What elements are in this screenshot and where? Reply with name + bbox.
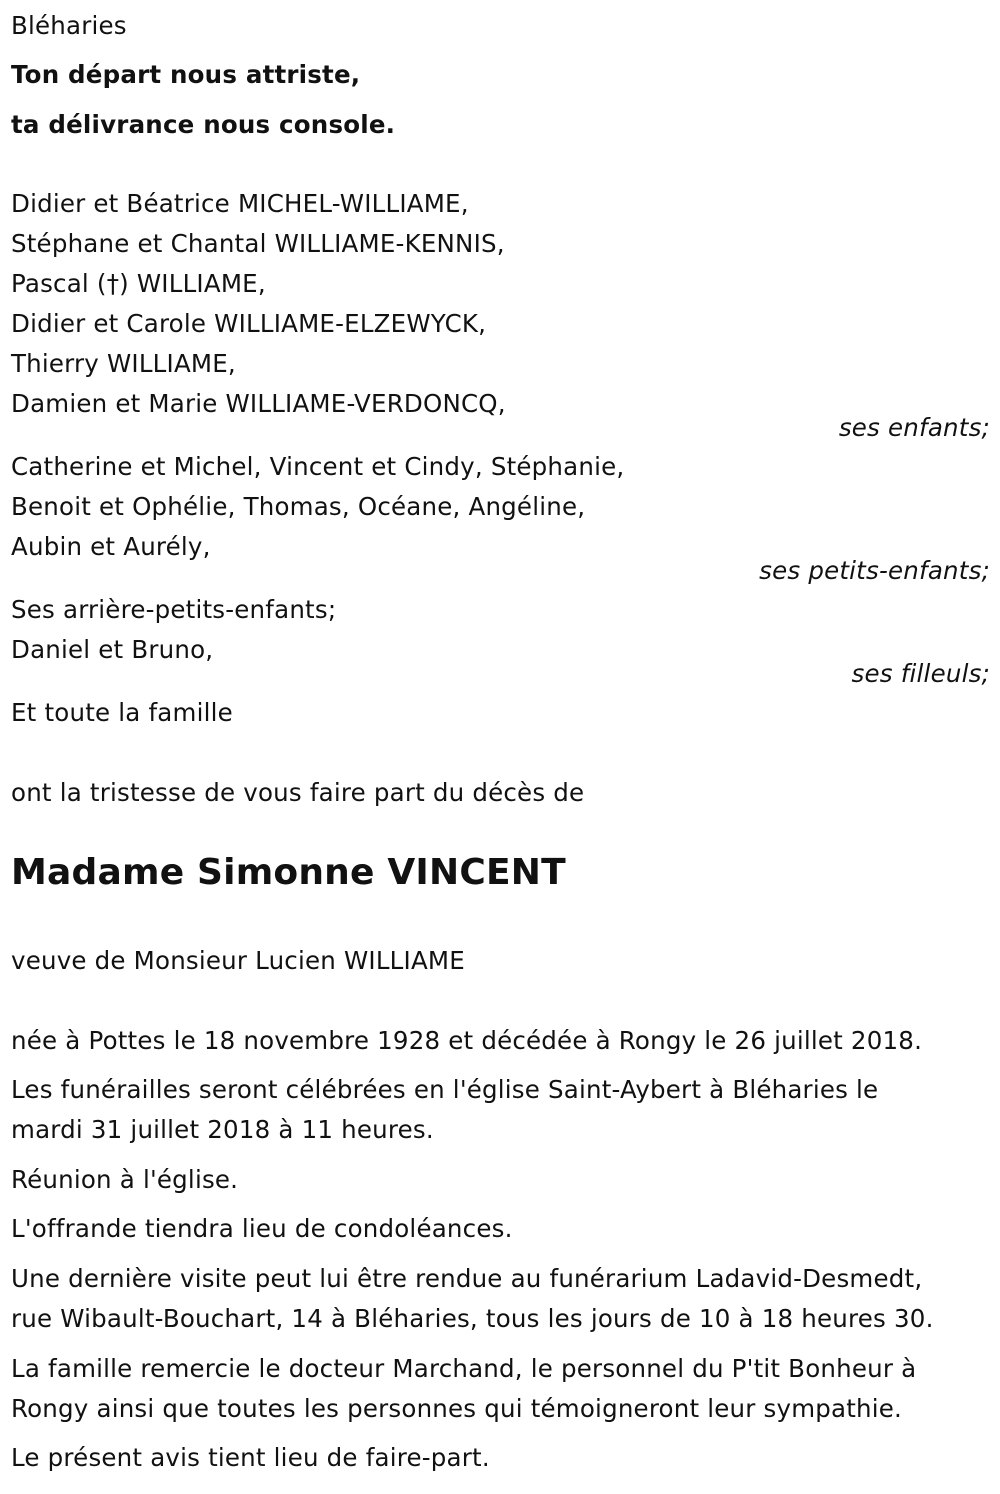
notice: Le présent avis tient lieu de faire-part. (11, 1443, 490, 1472)
godchild-entry: Daniel et Bruno, (11, 635, 214, 664)
verse-line-2: ta délivrance nous console. (11, 110, 396, 139)
location: Bléharies (11, 11, 127, 40)
thanks-line-1: La famille remercie le docteur Marchand, le personnel du P'tit Bonheur à (11, 1354, 917, 1383)
child-entry: Damien et Marie WILLIAME-VERDONCQ, (11, 389, 506, 418)
children-role: ses enfants; (838, 413, 990, 442)
visit-line-2: rue Wibault-Bouchart, 14 à Bléharies, tous les jours de 10 à 18 heures 30. (11, 1304, 934, 1333)
great-grandchildren: Ses arrière-petits-enfants; (11, 595, 337, 624)
funeral-line-1: Les funérailles seront célébrées en l'église Saint-Aybert à Bléharies le (11, 1075, 879, 1104)
verse-line-1: Ton départ nous attriste, (11, 60, 361, 89)
visit-line-1: Une dernière visite peut lui être rendue au funérarium Ladavid-Desmedt, (11, 1264, 923, 1293)
child-entry: Stéphane et Chantal WILLIAME-KENNIS, (11, 229, 505, 258)
offering: L'offrande tiendra lieu de condoléances. (11, 1214, 513, 1243)
grandchild-entry: Aubin et Aurély, (11, 532, 211, 561)
announcement: ont la tristesse de vous faire part du décès de (11, 778, 585, 807)
grandchild-entry: Catherine et Michel, Vincent et Cindy, Stéphanie, (11, 452, 625, 481)
child-entry: Thierry WILLIAME, (11, 349, 236, 378)
meeting: Réunion à l'église. (11, 1165, 239, 1194)
widow-of: veuve de Monsieur Lucien WILLIAME (11, 946, 465, 975)
godchildren-role: ses filleuls; (851, 659, 990, 688)
funeral-line-2: mardi 31 juillet 2018 à 11 heures. (11, 1115, 434, 1144)
family-line: Et toute la famille (11, 698, 233, 727)
child-entry: Pascal (†) WILLIAME, (11, 269, 266, 298)
grandchild-entry: Benoit et Ophélie, Thomas, Océane, Angéline, (11, 492, 586, 521)
deceased-name: Madame Simonne VINCENT (11, 852, 566, 893)
grandchildren-role: ses petits-enfants; (759, 556, 990, 585)
child-entry: Didier et Carole WILLIAME-ELZEWYCK, (11, 309, 487, 338)
child-entry: Didier et Béatrice MICHEL-WILLIAME, (11, 189, 469, 218)
birth-death: née à Pottes le 18 novembre 1928 et décédée à Rongy le 26 juillet 2018. (11, 1026, 923, 1055)
thanks-line-2: Rongy ainsi que toutes les personnes qui témoigneront leur sympathie. (11, 1394, 903, 1423)
